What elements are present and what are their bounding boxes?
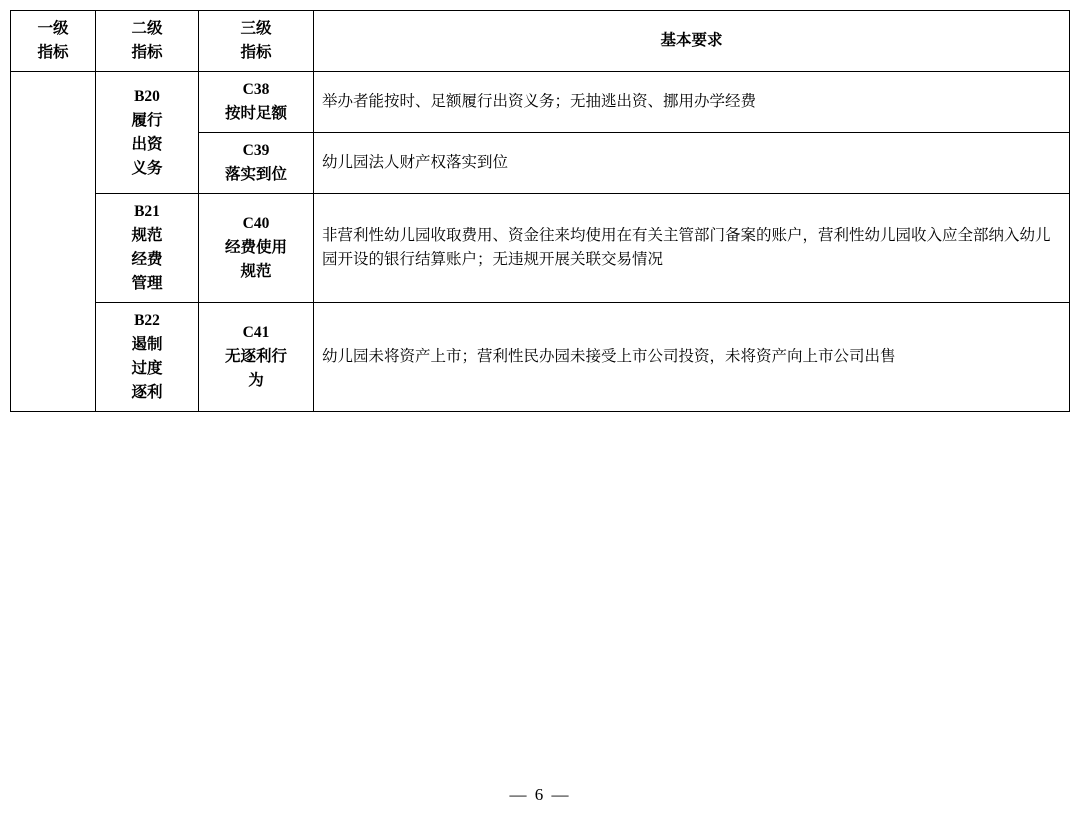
column-header-level3-line2: 指标 [240,44,272,62]
level2-name: 遏制 过度 逐利 [131,336,163,402]
level3-name: 经费使用 规范 [224,239,287,281]
level2-cell [96,72,199,194]
level3-name: 落实到位 [224,166,287,184]
level3-cell [199,72,314,133]
level1-cell [11,72,96,412]
table-row [11,72,1070,133]
table-row [11,303,1070,412]
requirement-cell: 幼儿园未将资产上市；营利性民办园未接受上市公司投资，未将资产向上市公司出售 [314,303,1070,412]
page-number: — 6 — [509,785,571,804]
level2-cell [96,303,199,412]
level3-name: 按时足额 [224,105,287,123]
level3-code: C38 [242,81,270,99]
level3-name: 无逐利行 为 [224,348,287,390]
level2-code: B20 [134,87,160,105]
document-page [0,10,1080,825]
requirement-cell: 非营利性幼儿园收取费用、资金往来均使用在有关主管部门备案的账户，营利性幼儿园收入应全部纳入幼儿园开设的银行结算账户；无违规开展关联交易情况 [314,194,1070,303]
column-header-level2-line1: 二级 [131,20,163,37]
level2-cell [96,194,199,303]
column-header-requirement-line1: 基本要求 [660,32,723,49]
table-row [11,194,1070,303]
indicator-table [10,10,1070,412]
level3-cell [199,194,314,303]
column-header-level2-line2: 指标 [131,44,163,62]
table-header [11,11,1070,72]
level2-name: 履行 出资 义务 [131,111,163,177]
column-header-level2 [96,11,199,72]
level3-cell [199,133,314,194]
level2-code: B22 [134,312,160,330]
level2-name: 规范 经费 管理 [131,227,163,293]
table-body [11,72,1070,412]
column-header-level3 [199,11,314,72]
level3-code: C39 [242,142,270,160]
requirement-cell: 举办者能按时、足额履行出资义务；无抽逃出资、挪用办学经费 [314,72,1070,133]
column-header-level1-line2: 指标 [37,44,69,62]
table-header-row [11,11,1070,72]
level3-code: C40 [242,215,270,233]
level3-cell [199,303,314,412]
column-header-level1-line1: 一级 [37,20,69,37]
level2-code: B21 [134,203,160,221]
requirement-cell: 幼儿园法人财产权落实到位 [314,133,1070,194]
column-header-requirement [314,11,1070,72]
column-header-level3-line1: 三级 [240,20,272,37]
level3-code: C41 [242,324,270,342]
column-header-level1 [11,11,96,72]
